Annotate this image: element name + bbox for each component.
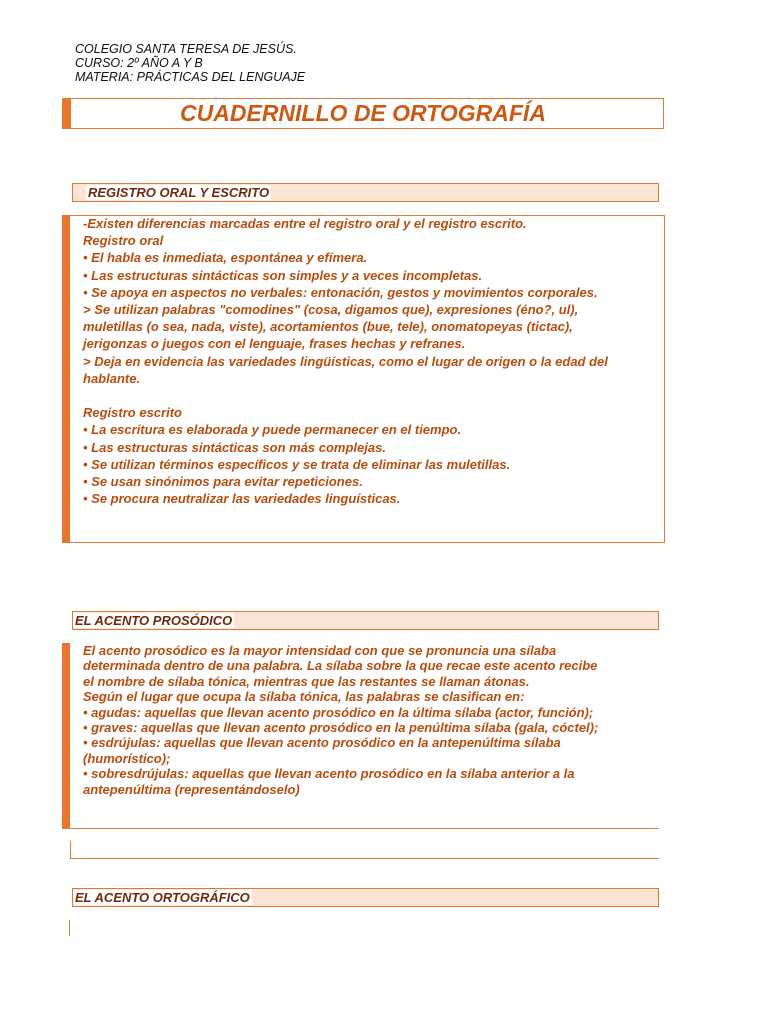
body-line: > Se utilizan palabras "comodines" (cosa, digamos que), expresiones (éno?, ul),: [83, 302, 579, 318]
body-line: • Se usan sinónimos para evitar repeticiones.: [83, 474, 363, 490]
section-accent-bar: [62, 216, 70, 542]
body-line: Según el lugar que ocupa la sílaba tónica, las palabras se clasifican en:: [83, 689, 525, 705]
body-line: • El habla es inmediata, espontánea y efímera.: [83, 250, 368, 266]
body-line: Registro escrito: [83, 405, 182, 421]
body-line: • graves: aquellas que llevan acento prosódico en la penúltima sílaba (gala, cóctel);: [83, 720, 599, 736]
body-line: • sobresdrújulas: aquellas que llevan acento prosódico en la sílaba anterior a la: [83, 766, 575, 782]
section-body-registro: [83, 215, 663, 507]
school-name: COLEGIO SANTA TERESA DE JESÚS.: [75, 42, 297, 56]
section-heading-label: EL ACENTO ORTOGRÁFICO: [75, 890, 250, 905]
body-line: • Se utilizan términos específicos y se trata de eliminar las muletillas.: [83, 456, 511, 472]
body-line: • La escritura es elaborada y puede permanecer en el tiempo.: [83, 422, 462, 438]
body-line: • Las estructuras sintácticas son simples y a veces incompletas.: [83, 267, 483, 283]
empty-box: [70, 841, 659, 859]
body-line: el nombre de sílaba tónica, mientras que las restantes se llaman átonas.: [83, 673, 530, 689]
body-line: • agudas: aquellas que llevan acento prosódico en la última sílaba (actor, función);: [83, 704, 594, 720]
body-line: jerigonzas o juegos con el lenguaje, frases hechas y refranes.: [83, 336, 466, 352]
course-line: CURSO: 2º AÑO A Y B: [75, 56, 203, 70]
page-title: CUADERNILLO DE ORTOGRAFÍA: [180, 100, 546, 126]
section-heading-prosodico: [72, 611, 659, 630]
section-heading-label: EL ACENTO PROSÓDICO: [75, 613, 233, 628]
body-line: • Se procura neutralizar las variedades linguísticas.: [83, 491, 401, 507]
body-line: • Las estructuras sintácticas son más complejas.: [83, 439, 386, 455]
body-line: hablante.: [83, 370, 141, 386]
body-line: muletillas (o sea, nada, viste), acortamientos (bue, tele), onomatopeyas (tictac),: [83, 319, 573, 335]
section-heading-ortografico: [72, 888, 659, 907]
body-line: -Existen diferencias marcadas entre el registro oral y el registro escrito.: [83, 216, 527, 231]
body-line: determinada dentro de una palabra. La sílaba sobre la que recae este acento recibe: [83, 658, 598, 674]
document-header: [75, 42, 305, 84]
body-line: Registro oral: [83, 233, 164, 249]
body-line: El acento prosódico es la mayor intensidad con que se pronuncia una sílaba: [83, 643, 557, 658]
section-heading-label: REGISTRO ORAL Y ESCRITO: [88, 185, 270, 200]
body-line: • Se apoya en aspectos no verbales: entonación, gestos y movimientos corporales.: [83, 284, 598, 300]
body-line: (humorístico);: [83, 750, 171, 766]
section-accent-bar: [62, 643, 70, 828]
section-body-prosodico: [83, 643, 658, 797]
body-line: antepenúltima (representándoselo): [83, 781, 300, 797]
title-box: [62, 98, 664, 129]
body-line: [83, 387, 663, 404]
subject-line: MATERIA: PRÁCTICAS DEL LENGUAJE: [75, 70, 306, 84]
section-heading-registro: [72, 183, 659, 202]
section-accent-line: [69, 920, 70, 936]
body-line: > Deja en evidencia las variedades lingüísticas, como el lugar de origen o la edad del: [83, 353, 608, 369]
body-line: • esdrújulas: aquellas que llevan acento prosódico en la antepenúltima sílaba: [83, 735, 561, 751]
